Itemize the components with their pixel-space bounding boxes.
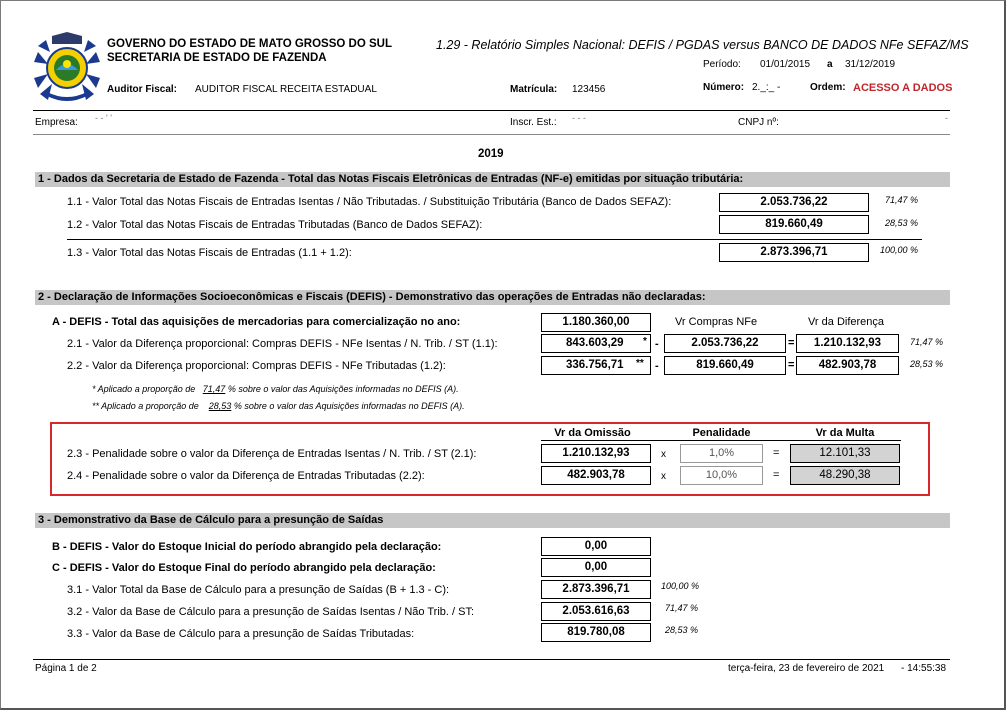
row-1-2-pct: 28,53 %	[885, 218, 919, 228]
row-3-2-value: 2.053.616,63	[541, 602, 651, 621]
row-2-1-nfe: 2.053.736,22	[664, 334, 786, 353]
row-2-2-nfe: 819.660,49	[664, 356, 786, 375]
ordem-value: ACESSO A DADOS	[853, 82, 953, 94]
note-2: ** Aplicado a proporção de 28,53 % sobre o valor das Aquisições informadas no DEFIS (A).	[92, 401, 465, 411]
row-2-1-label: 2.1 - Valor da Diferença proporcional: Compras DEFIS - NFe Isentas / N. Trib. / ST (1.1):	[67, 338, 498, 350]
inscr-value: - - -	[572, 113, 586, 123]
row-2-4-label: 2.4 - Penalidade sobre o valor da Diferença de Entradas Tributadas (2.2):	[67, 470, 425, 482]
section-1-title: 1 - Dados da Secretaria de Estado de Fazenda - Total das Notas Fiscais Eletrônicas de Entradas (NF-e) emitidas por situação tributária:	[35, 172, 950, 187]
cnpj-label: CNPJ nº:	[738, 117, 779, 128]
row-1-3-label: 1.3 - Valor Total das Notas Fiscais de Entradas (1.1 + 1.2):	[67, 247, 352, 259]
note-1: * Aplicado a proporção de 71,47 % sobre o valor das Aquisições informadas no DEFIS (A).	[92, 384, 459, 394]
gov-name: GOVERNO DO ESTADO DE MATO GROSSO DO SUL	[107, 38, 392, 50]
periodo-start: 01/01/2015	[760, 59, 811, 70]
row-1-3-pct: 100,00 %	[880, 245, 919, 255]
col-compras-nfe: Vr Compras NFe	[675, 316, 758, 328]
row-1-1-label: 1.1 - Valor Total das Notas Fiscais de Entradas Isentas / Não Tributadas. / Substituição Tributária (Banco de Dados SEFAZ):	[67, 196, 672, 208]
periodo-label: Período:	[703, 59, 741, 70]
row-a-label: A - DEFIS - Total das aquisições de mercadorias para comercialização no ano:	[52, 316, 461, 328]
numero-label: Número:	[703, 82, 745, 93]
row-2-1-pct: 71,47 %	[910, 337, 944, 347]
row-2-3-x: x	[661, 449, 666, 460]
penalty-header-divider	[541, 440, 901, 441]
row-3-1-value: 2.873.396,71	[541, 580, 651, 599]
col-diferenca: Vr da Diferença	[808, 316, 885, 328]
col-penalidade: Penalidade	[692, 427, 751, 439]
row-2-3-omissao: 1.210.132,93	[541, 444, 651, 463]
row-2-2-label: 2.2 - Valor da Diferença proporcional: Compras DEFIS - NFe Tributadas (1.2):	[67, 360, 446, 372]
periodo-sep: a	[827, 59, 833, 70]
row-2-1-eq: =	[788, 337, 795, 349]
ordem-label: Ordem:	[810, 82, 846, 93]
col-omissao: Vr da Omissão	[554, 427, 631, 439]
footer-divider	[33, 659, 950, 660]
row-2-2-eq: =	[788, 359, 795, 371]
row-2-3-label: 2.3 - Penalidade sobre o valor da Diferença de Entradas Isentas / N. Trib. / ST (2.1):	[67, 448, 477, 460]
row-2-2-pct: 28,53 %	[910, 359, 944, 369]
row-2-4-penalidade: 10,0%	[680, 466, 763, 485]
row-1-2-label: 1.2 - Valor Total das Notas Fiscais de Entradas Tributadas (Banco de Dados SEFAZ):	[67, 219, 483, 231]
report-title: 1.29 - Relatório Simples Nacional: DEFIS / PGDAS versus BANCO DE DADOS NFe SEFAZ/MS	[436, 38, 969, 52]
row-3-1-label: 3.1 - Valor Total da Base de Cálculo para a presunção de Saídas (B + 1.3 - C):	[67, 584, 450, 596]
row-2-1-defis: 843.603,29	[541, 334, 651, 353]
row-2-1-mark: *	[643, 336, 647, 347]
row-1-3-value: 2.873.396,71	[719, 243, 869, 262]
section-2-title: 2 - Declaração de Informações Socioeconômicas e Fiscais (DEFIS) - Demonstrativo das operações de Entradas não declaradas:	[35, 290, 950, 305]
periodo-end: 31/12/2019	[845, 59, 896, 70]
row-2-3-multa: 12.101,33	[790, 444, 900, 463]
row-c-value: 0,00	[541, 558, 651, 577]
page-number: Página 1 de 2	[35, 663, 97, 674]
print-time: - 14:55:38	[901, 663, 947, 674]
row-2-4-multa: 48.290,38	[790, 466, 900, 485]
row-2-2-defis: 336.756,71	[541, 356, 651, 375]
empresa-divider	[33, 134, 950, 135]
sum-divider	[67, 239, 922, 240]
row-b-value: 0,00	[541, 537, 651, 556]
matricula-value: 123456	[572, 84, 606, 95]
row-2-2-mark: **	[636, 358, 644, 369]
section-3-title: 3 - Demonstrativo da Base de Cálculo para a presunção de Saídas	[35, 513, 950, 528]
row-1-1-value: 2.053.736,22	[719, 193, 869, 212]
row-2-3-eq: =	[773, 447, 780, 459]
row-2-2-minus: -	[655, 360, 659, 372]
row-3-3-pct: 28,53 %	[665, 625, 699, 635]
auditor-label: Auditor Fiscal:	[107, 84, 178, 95]
inscr-label: Inscr. Est.:	[510, 117, 557, 128]
cnpj-value: -	[945, 113, 948, 123]
row-c-label: C - DEFIS - Valor do Estoque Final do período abrangido pela declaração:	[52, 562, 436, 574]
row-3-1-pct: 100,00 %	[661, 581, 700, 591]
row-2-1-diferenca: 1.210.132,93	[796, 334, 899, 353]
row-1-1-pct: 71,47 %	[885, 195, 919, 205]
row-b-label: B - DEFIS - Valor do Estoque Inicial do período abrangido pela declaração:	[52, 541, 442, 553]
row-2-2-diferenca: 482.903,78	[796, 356, 899, 375]
row-a-value: 1.180.360,00	[541, 313, 651, 332]
secretaria-name: SECRETARIA DE ESTADO DE FAZENDA	[107, 52, 327, 64]
empresa-value: - - ' '	[95, 113, 112, 123]
empresa-label: Empresa:	[35, 117, 78, 128]
auditor-value: AUDITOR FISCAL RECEITA ESTADUAL	[195, 84, 377, 95]
year-label: 2019	[478, 148, 504, 160]
matricula-label: Matrícula:	[510, 84, 558, 95]
row-3-3-label: 3.3 - Valor da Base de Cálculo para a presunção de Saídas Tributadas:	[67, 628, 415, 640]
col-multa: Vr da Multa	[815, 427, 875, 439]
row-3-3-value: 819.780,08	[541, 623, 651, 642]
row-2-4-omissao: 482.903,78	[541, 466, 651, 485]
row-2-3-penalidade: 1,0%	[680, 444, 763, 463]
row-3-2-pct: 71,47 %	[665, 603, 699, 613]
print-date: terça-feira, 23 de fevereiro de 2021	[728, 663, 885, 674]
row-1-2-value: 819.660,49	[719, 215, 869, 234]
row-3-2-label: 3.2 - Valor da Base de Cálculo para a presunção de Saídas Isentas / Não Trib. / ST:	[67, 606, 475, 618]
header-divider	[33, 110, 950, 111]
state-coat-of-arms-icon	[32, 32, 102, 104]
row-2-4-eq: =	[773, 469, 780, 481]
numero-value: 2._:_ -	[752, 82, 781, 93]
row-2-1-minus: -	[655, 338, 659, 350]
row-2-4-x: x	[661, 471, 666, 482]
